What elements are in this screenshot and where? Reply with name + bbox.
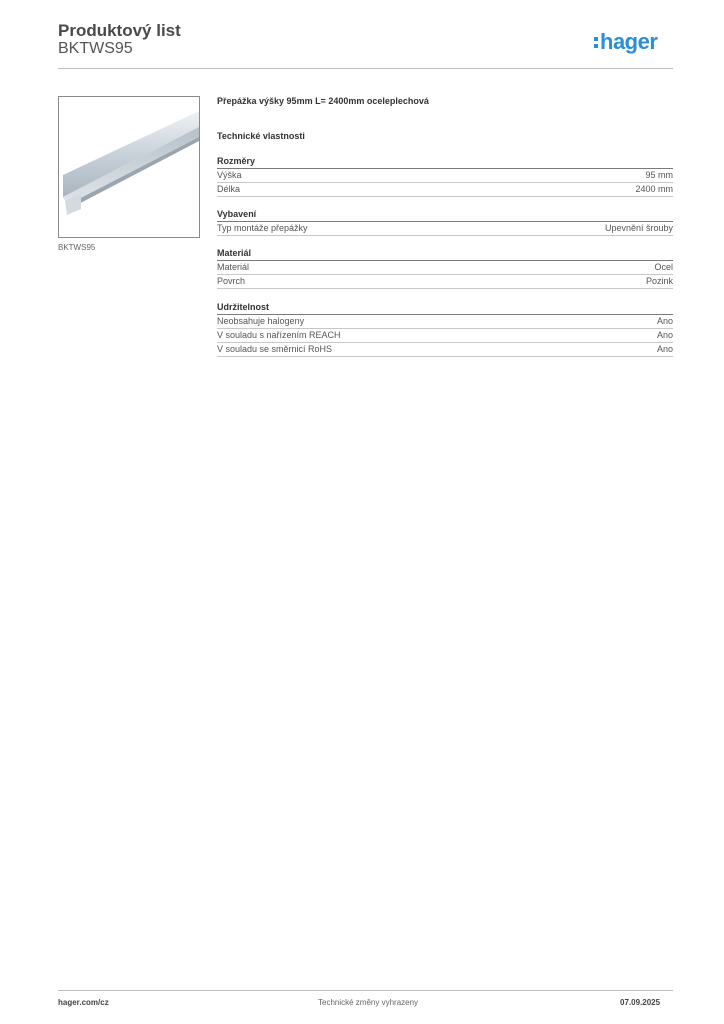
table-row — [217, 261, 673, 275]
product-code: BKTWS95 — [58, 40, 133, 57]
steel-partition-icon — [59, 97, 199, 237]
image-caption: BKTWS95 — [58, 243, 96, 252]
section-title: Materiál — [217, 247, 673, 261]
row-value: Upevnění šrouby — [604, 223, 673, 233]
footer-website-link[interactable]: hager.com/cz — [58, 998, 109, 1007]
row-label: V souladu s nařízením REACH — [217, 330, 341, 340]
section-dimensions — [217, 155, 673, 197]
row-value: Ocel — [654, 262, 673, 272]
logo-dots-icon — [594, 37, 598, 48]
footer-divider — [58, 990, 673, 991]
row-label: Materiál — [217, 262, 250, 272]
product-image — [58, 96, 200, 238]
table-row — [217, 183, 673, 197]
section-title: Rozměry — [217, 155, 673, 169]
document-title: Produktový list — [58, 21, 181, 40]
row-label: V souladu se směrnicí RoHS — [217, 344, 333, 354]
section-title: Udržitelnost — [217, 301, 673, 315]
row-label: Neobsahuje halogeny — [217, 316, 305, 326]
row-value: Ano — [656, 330, 673, 340]
row-value: 95 mm — [645, 170, 673, 180]
table-row — [217, 169, 673, 183]
row-value: Ano — [656, 316, 673, 326]
footer-date: 07.09.2025 — [620, 998, 661, 1007]
table-row — [217, 275, 673, 289]
product-name: Přepážka výšky 95mm L= 2400mm oceleplechová — [217, 96, 429, 106]
logo-text: hager — [600, 29, 658, 54]
technical-properties-heading: Technické vlastnosti — [217, 131, 305, 141]
table-row — [217, 222, 673, 236]
section-sustainability — [217, 301, 673, 357]
row-value: 2400 mm — [635, 184, 673, 194]
table-row — [217, 343, 673, 357]
table-row — [217, 315, 673, 329]
section-title: Vybavení — [217, 208, 673, 222]
footer-note: Technické změny vyhrazeny — [318, 998, 419, 1007]
row-label: Délka — [217, 184, 241, 194]
row-label: Typ montáže přepážky — [217, 223, 308, 233]
section-material — [217, 247, 673, 289]
row-label: Povrch — [217, 276, 246, 286]
table-row — [217, 329, 673, 343]
row-label: Výška — [217, 170, 242, 180]
row-value: Ano — [656, 344, 673, 354]
row-value: Pozink — [645, 276, 673, 286]
hager-logo — [594, 28, 657, 56]
section-equipment — [217, 208, 673, 236]
header-divider — [58, 68, 673, 69]
